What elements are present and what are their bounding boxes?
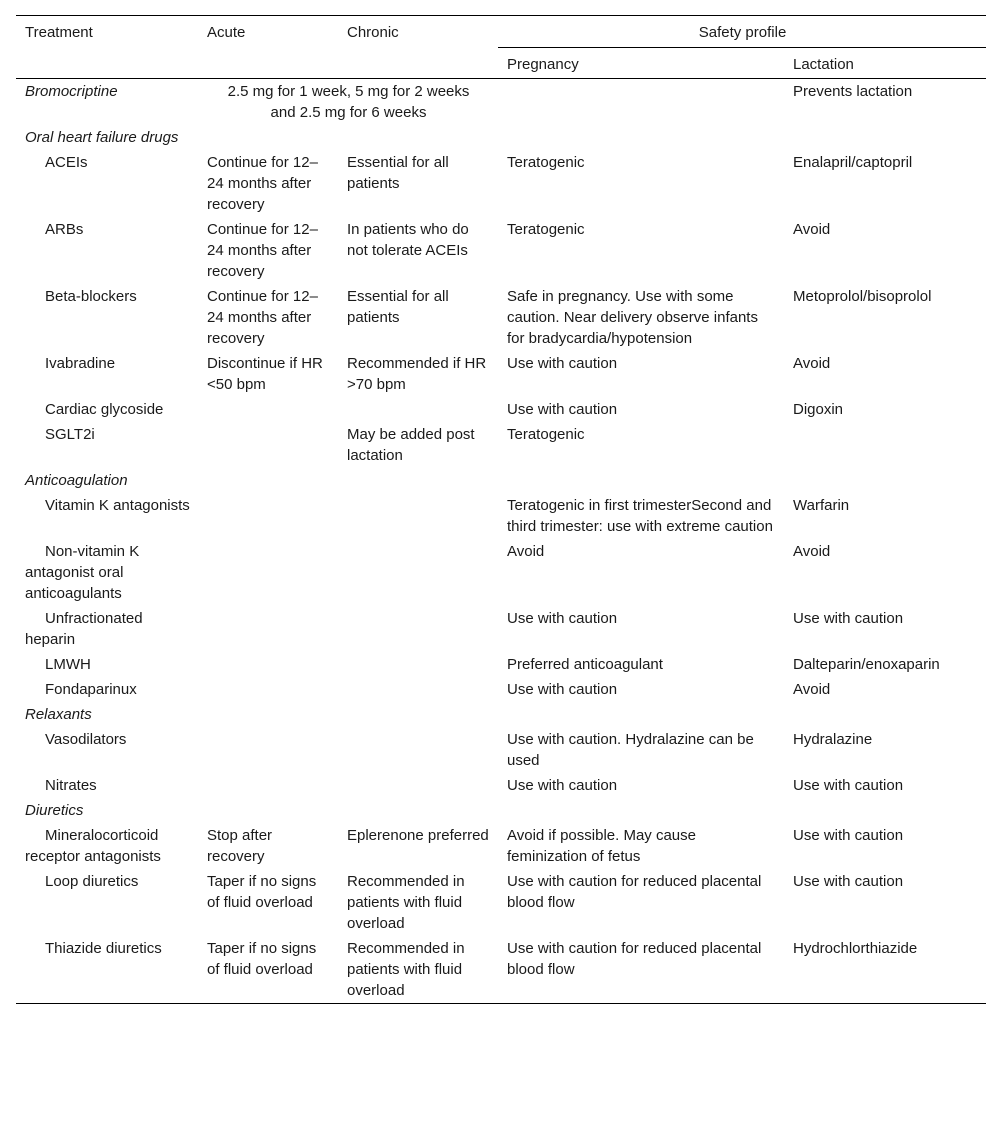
lactation-cell (784, 422, 986, 468)
drug-name-cell: ARBs (45, 221, 84, 238)
header-treatment: Treatment (25, 24, 93, 41)
pregnancy-cell: Use with caution (507, 681, 618, 698)
header-chronic: Chronic (347, 24, 399, 41)
bromocriptine-row (16, 79, 986, 126)
pregnancy-cell: Use with caution (507, 401, 618, 418)
table-row (16, 936, 986, 1004)
acute-cell (198, 652, 338, 677)
drug-name-cell: Loop diuretics (45, 873, 139, 890)
bromocriptine-name: Bromocriptine (25, 83, 118, 100)
pregnancy-cell: Avoid if possible. May cause feminization of fetus (507, 827, 696, 865)
acute-cell (198, 397, 338, 422)
chronic-cell (338, 677, 498, 702)
lactation-cell: Use with caution (793, 777, 904, 794)
bromocriptine-dose-line2: and 2.5 mg for 6 weeks (270, 104, 427, 121)
lactation-cell: Hydralazine (793, 731, 873, 748)
header-row-1 (16, 16, 986, 48)
acute-cell: Continue for 12–24 months after recovery (207, 221, 318, 280)
lactation-cell: Enalapril/captopril (793, 154, 913, 171)
chronic-cell (338, 539, 498, 606)
chronic-cell: Essential for all patients (347, 288, 449, 326)
acute-cell: Continue for 12–24 months after recovery (207, 154, 318, 213)
acute-cell (198, 727, 338, 773)
drug-name-cell: Fondaparinux (45, 681, 137, 698)
section-header-row (16, 468, 986, 493)
section-header-row (16, 125, 986, 150)
table-row (16, 727, 986, 773)
drug-name-cell: Nitrates (45, 777, 97, 794)
acute-cell: Discontinue if HR <50 bpm (207, 355, 323, 393)
table-row (16, 397, 986, 422)
pregnancy-cell: Avoid (507, 543, 545, 560)
acute-cell (198, 606, 338, 652)
header-lactation: Lactation (793, 56, 854, 73)
lactation-cell: Hydrochlorthiazide (793, 940, 918, 957)
header-acute: Acute (207, 24, 246, 41)
lactation-cell: Avoid (793, 543, 831, 560)
table-row (16, 284, 986, 351)
acute-cell (198, 539, 338, 606)
lactation-cell: Dalteparin/enoxaparin (793, 656, 940, 673)
pregnancy-cell: Teratogenic (507, 154, 585, 171)
chronic-cell (338, 652, 498, 677)
table-body (16, 79, 986, 1004)
bromocriptine-lactation: Prevents lactation (793, 83, 913, 100)
drug-name-cell: Cardiac glycoside (45, 401, 164, 418)
lactation-cell: Warfarin (793, 497, 850, 514)
lactation-cell: Metoprolol/bisoprolol (793, 288, 932, 305)
lactation-cell: Use with caution (793, 873, 904, 890)
chronic-cell: Recommended if HR >70 bpm (347, 355, 487, 393)
lactation-cell: Avoid (793, 221, 831, 238)
pregnancy-cell: Teratogenic (507, 221, 585, 238)
chronic-cell (338, 397, 498, 422)
pregnancy-cell: Use with caution (507, 355, 618, 372)
drug-name-cell: LMWH (45, 656, 91, 673)
drug-name-cell: SGLT2i (45, 426, 95, 443)
pregnancy-cell: Safe in pregnancy. Use with some caution. Near delivery observe infants for bradycardia/hypotension (507, 288, 758, 347)
table-row (16, 422, 986, 468)
pregnancy-cell: Teratogenic (507, 426, 585, 443)
section-title: Anticoagulation (25, 472, 128, 489)
acute-cell: Taper if no signs of fluid overload (207, 873, 317, 911)
table-row (16, 150, 986, 217)
section-header-row (16, 798, 986, 823)
bromocriptine-pregnancy (498, 79, 784, 126)
chronic-cell: Recommended in patients with fluid overload (347, 873, 465, 932)
table-row (16, 823, 986, 869)
treatment-table-container (16, 15, 986, 1004)
acute-cell (198, 773, 338, 798)
bromocriptine-dose (198, 79, 498, 126)
pregnancy-cell: Use with caution. Hydralazine can be used (507, 731, 754, 769)
section-title: Oral heart failure drugs (25, 129, 179, 146)
chronic-cell: In patients who do not tolerate ACEIs (347, 221, 469, 259)
lactation-cell: Digoxin (793, 401, 844, 418)
header-safety-profile: Safety profile (498, 16, 986, 48)
acute-cell: Stop after recovery (207, 827, 273, 865)
table-header (16, 16, 986, 79)
acute-cell (198, 422, 338, 468)
table-row (16, 869, 986, 936)
lactation-cell: Avoid (793, 681, 831, 698)
table-row (16, 493, 986, 539)
chronic-cell (338, 727, 498, 773)
chronic-cell (338, 606, 498, 652)
lactation-cell: Use with caution (793, 610, 904, 627)
table-row (16, 652, 986, 677)
table-row (16, 539, 986, 606)
table-row (16, 677, 986, 702)
pregnancy-cell: Preferred anticoagulant (507, 656, 663, 673)
acute-cell (198, 493, 338, 539)
drug-name-cell: ACEIs (45, 154, 88, 171)
acute-cell: Continue for 12–24 months after recovery (207, 288, 318, 347)
chronic-cell: May be added post lactation (347, 426, 475, 464)
chronic-cell (338, 773, 498, 798)
table-row (16, 351, 986, 397)
lactation-cell: Avoid (793, 355, 831, 372)
header-pregnancy: Pregnancy (507, 56, 579, 73)
table-row (16, 217, 986, 284)
drug-name-cell: Unfractionated heparin (25, 610, 143, 648)
pregnancy-cell: Use with caution (507, 777, 618, 794)
section-title: Relaxants (25, 706, 92, 723)
drug-name-cell: Non-vitamin K antagonist oral anticoagulants (25, 543, 140, 602)
drug-name-cell: Vitamin K antagonists (45, 497, 190, 514)
chronic-cell (338, 493, 498, 539)
chronic-cell: Eplerenone preferred (347, 827, 489, 844)
lactation-cell: Use with caution (793, 827, 904, 844)
drug-name-cell: Beta-blockers (45, 288, 137, 305)
pregnancy-cell: Teratogenic in first trimesterSecond and third trimester: use with extreme caution (507, 497, 773, 535)
drug-name-cell: Thiazide diuretics (45, 940, 162, 957)
treatment-table (16, 15, 986, 1004)
chronic-cell: Essential for all patients (347, 154, 449, 192)
drug-name-cell: Ivabradine (45, 355, 116, 372)
acute-cell (198, 677, 338, 702)
section-header-row (16, 702, 986, 727)
acute-cell: Taper if no signs of fluid overload (207, 940, 317, 978)
table-row (16, 773, 986, 798)
pregnancy-cell: Use with caution for reduced placental blood flow (507, 873, 762, 911)
drug-name-cell: Mineralocorticoid receptor antagonists (25, 827, 161, 865)
section-title: Diuretics (25, 802, 84, 819)
pregnancy-cell: Use with caution (507, 610, 618, 627)
bromocriptine-dose-line1: 2.5 mg for 1 week, 5 mg for 2 weeks (227, 83, 470, 100)
drug-name-cell: Vasodilators (45, 731, 127, 748)
chronic-cell: Recommended in patients with fluid overload (347, 940, 465, 999)
pregnancy-cell: Use with caution for reduced placental blood flow (507, 940, 762, 978)
table-row (16, 606, 986, 652)
